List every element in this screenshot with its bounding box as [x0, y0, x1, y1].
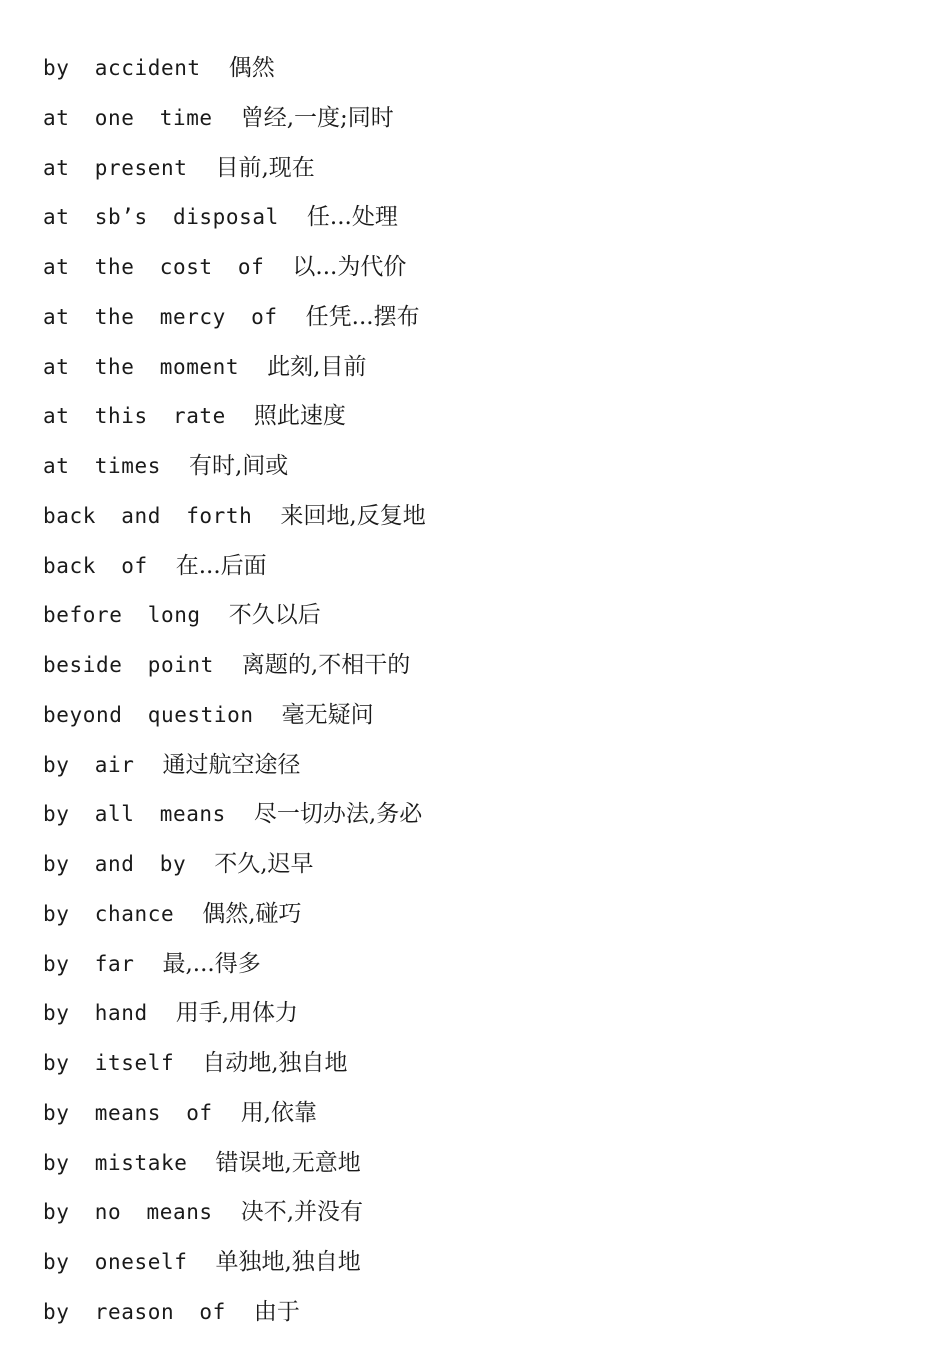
english-phrase: by itself — [43, 1051, 175, 1075]
chinese-meaning: 由于 — [253, 1298, 300, 1325]
chinese-meaning: 曾经,一度;同时 — [240, 104, 394, 131]
chinese-meaning: 错误地,无意地 — [215, 1149, 361, 1176]
english-phrase: at present — [43, 155, 188, 180]
chinese-meaning: 毫无疑问 — [281, 701, 374, 728]
english-phrase: by mistake — [43, 1150, 188, 1175]
english-phrase: by reason of — [43, 1299, 226, 1324]
english-phrase: back and forth — [43, 503, 253, 528]
phrase-entry — [43, 549, 426, 599]
english-phrase: by accident — [43, 56, 201, 80]
phrase-entry — [43, 350, 426, 400]
phrase-list — [43, 51, 426, 1345]
english-phrase: by all means — [43, 802, 226, 827]
english-phrase: back of — [43, 553, 148, 578]
phrase-entry — [43, 1146, 426, 1196]
english-phrase: by hand — [43, 1001, 148, 1026]
english-phrase: by far — [43, 951, 135, 976]
phrase-entry — [43, 1195, 426, 1245]
chinese-meaning: 以...为代价 — [292, 254, 407, 280]
english-phrase: at one time — [43, 105, 213, 130]
english-phrase: by means of — [43, 1100, 213, 1125]
phrase-entry — [43, 847, 426, 897]
english-phrase: at the cost of — [43, 255, 265, 279]
phrase-entry — [43, 648, 426, 698]
english-phrase: by and by — [43, 852, 187, 876]
chinese-meaning: 自动地,独自地 — [202, 1050, 348, 1076]
chinese-meaning: 来回地,反复地 — [280, 502, 426, 529]
chinese-meaning: 目前,现在 — [215, 154, 315, 181]
chinese-meaning: 离题的,不相干的 — [241, 652, 411, 678]
english-phrase: before long — [43, 603, 201, 628]
phrase-entry — [43, 51, 426, 101]
phrase-entry — [43, 449, 426, 499]
english-phrase: beyond question — [43, 702, 254, 727]
chinese-meaning: 用,依靠 — [240, 1099, 317, 1126]
chinese-meaning: 有时,间或 — [188, 453, 289, 479]
phrase-entry — [43, 499, 426, 549]
chinese-meaning: 单独地,独自地 — [215, 1249, 361, 1275]
chinese-meaning: 最,...得多 — [162, 950, 261, 977]
phrase-entry — [43, 996, 426, 1046]
english-phrase: at the moment — [43, 354, 240, 379]
english-phrase: at sb’s disposal — [43, 205, 279, 230]
phrase-entry — [43, 897, 426, 947]
phrase-entry — [43, 947, 426, 997]
phrase-entry — [43, 1245, 426, 1295]
chinese-meaning: 照此速度 — [253, 403, 346, 430]
phrase-entry — [43, 300, 426, 350]
english-phrase: by air — [43, 752, 135, 777]
phrase-entry — [43, 250, 426, 300]
phrase-entry — [43, 200, 426, 250]
phrase-entry — [43, 698, 426, 748]
phrase-entry — [43, 748, 426, 798]
phrase-entry — [43, 1295, 426, 1345]
phrase-entry — [43, 1046, 426, 1096]
chinese-meaning: 任凭...摆布 — [305, 303, 420, 330]
phrase-entry — [43, 151, 426, 201]
phrase-entry — [43, 797, 426, 847]
english-phrase: at times — [43, 454, 161, 478]
chinese-meaning: 此刻,目前 — [267, 353, 367, 380]
english-phrase: by no means — [43, 1200, 213, 1225]
english-phrase: beside point — [43, 653, 214, 677]
chinese-meaning: 尽一切办法,务必 — [253, 801, 423, 828]
chinese-meaning: 决不,并没有 — [240, 1199, 363, 1226]
chinese-meaning: 通过航空途径 — [162, 751, 301, 778]
chinese-meaning: 任...处理 — [306, 204, 398, 231]
phrase-entry — [43, 1096, 426, 1146]
english-phrase: by chance — [43, 901, 175, 926]
chinese-meaning: 偶然 — [228, 55, 275, 81]
phrase-entry — [43, 101, 426, 151]
chinese-meaning: 在...后面 — [175, 552, 267, 579]
phrase-entry — [43, 399, 426, 449]
english-phrase: by oneself — [43, 1250, 188, 1274]
phrase-entry — [43, 598, 426, 648]
chinese-meaning: 偶然,碰巧 — [202, 900, 302, 927]
chinese-meaning: 不久以后 — [228, 602, 321, 629]
chinese-meaning: 用手,用体力 — [175, 1000, 299, 1027]
english-phrase: at this rate — [43, 404, 226, 429]
chinese-meaning: 不久,迟早 — [214, 851, 314, 877]
english-phrase: at the mercy of — [43, 304, 278, 329]
